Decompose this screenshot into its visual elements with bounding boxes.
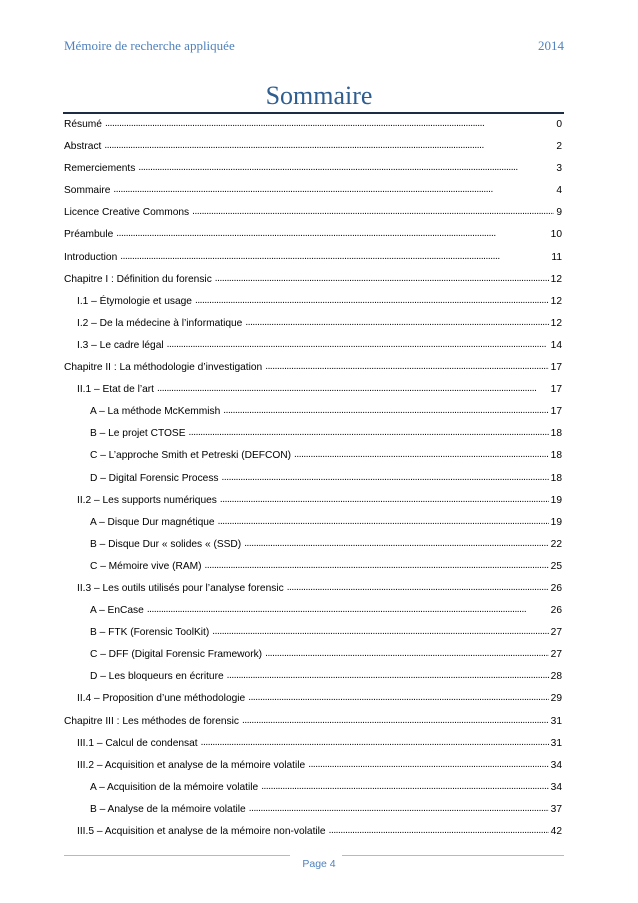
toc-entry-page: 19 bbox=[550, 516, 562, 528]
toc-dot-leader bbox=[205, 556, 549, 578]
toc-entry-label: A – Acquisition de la mémoire volatile bbox=[90, 781, 259, 793]
toc-entry[interactable] bbox=[64, 114, 562, 136]
toc-dot-leader bbox=[265, 644, 549, 666]
toc-entry-page: 29 bbox=[550, 693, 562, 705]
toc-dot-leader bbox=[215, 269, 549, 291]
toc-entry[interactable] bbox=[64, 733, 562, 755]
toc-dot-leader bbox=[167, 335, 549, 357]
toc-entry-label: Chapitre III : Les méthodes de forensic bbox=[64, 715, 239, 727]
toc-entry-label: Préambule bbox=[64, 229, 114, 241]
toc-dot-leader bbox=[104, 136, 554, 158]
toc-entry-page: 37 bbox=[550, 803, 562, 815]
toc-entry-page: 19 bbox=[550, 494, 562, 506]
toc-entry-label: II.3 – Les outils utilisés pour l’analyse forensic bbox=[77, 582, 284, 594]
toc-entry-page: 22 bbox=[550, 538, 562, 550]
toc-entry-label: III.1 – Calcul de condensat bbox=[77, 737, 198, 749]
toc-entry-label: B – Le projet CTOSE bbox=[90, 428, 186, 440]
page-title: Sommaire bbox=[265, 81, 373, 110]
toc-entry-label: III.5 – Acquisition et analyse de la mémoire non-volatile bbox=[77, 826, 326, 837]
toc-entry[interactable] bbox=[64, 247, 562, 269]
toc-entry[interactable] bbox=[64, 821, 562, 843]
toc-entry-page: 0 bbox=[556, 119, 562, 130]
toc-dot-leader bbox=[189, 423, 549, 445]
toc-dot-leader bbox=[220, 490, 549, 512]
toc-entry-page: 34 bbox=[550, 759, 562, 771]
toc-dot-leader bbox=[157, 379, 549, 401]
toc-entry[interactable] bbox=[64, 313, 562, 335]
toc-entry-page: 9 bbox=[556, 207, 562, 219]
toc-entry-page: 26 bbox=[550, 605, 562, 617]
toc-dot-leader bbox=[244, 534, 548, 556]
toc-dot-leader bbox=[201, 733, 549, 755]
toc-entry-page: 12 bbox=[550, 317, 562, 329]
toc-entry-page: 17 bbox=[550, 406, 562, 418]
toc-dot-leader bbox=[242, 711, 549, 733]
toc-entry-page: 18 bbox=[550, 450, 562, 462]
toc-entry[interactable] bbox=[64, 379, 562, 401]
toc-dot-leader bbox=[248, 688, 548, 710]
toc-entry-label: II.2 – Les supports numériques bbox=[77, 494, 217, 506]
toc-entry-label: Abstract bbox=[64, 141, 102, 153]
toc-entry-page: 18 bbox=[550, 472, 562, 484]
toc-entry-page: 2 bbox=[556, 141, 562, 153]
toc-dot-leader bbox=[147, 600, 549, 622]
toc-entry-label: D – Digital Forensic Process bbox=[90, 472, 219, 484]
toc-entry[interactable] bbox=[64, 512, 562, 534]
toc-dot-leader bbox=[212, 622, 548, 644]
toc-entry-page: 42 bbox=[550, 826, 562, 837]
toc-dot-leader bbox=[105, 114, 554, 136]
toc-entry-page: 17 bbox=[550, 362, 562, 374]
toc-entry-label: C – L’approche Smith et Petreski (DEFCON) bbox=[90, 450, 291, 462]
toc-entry[interactable] bbox=[64, 445, 562, 467]
toc-entry-label: A – Disque Dur magnétique bbox=[90, 516, 215, 528]
toc-entry[interactable] bbox=[64, 269, 562, 291]
toc-entry[interactable] bbox=[64, 711, 562, 733]
toc-entry[interactable] bbox=[64, 423, 562, 445]
toc-dot-leader bbox=[223, 401, 548, 423]
toc-dot-leader bbox=[261, 777, 548, 799]
toc-entry[interactable] bbox=[64, 401, 562, 423]
toc-entry-page: 11 bbox=[551, 251, 562, 263]
toc-entry[interactable] bbox=[64, 357, 562, 379]
toc-dot-leader bbox=[265, 357, 548, 379]
toc-entry[interactable] bbox=[64, 490, 562, 512]
toc-entry-label: II.1 – Etat de l’art bbox=[77, 384, 155, 396]
toc-entry[interactable] bbox=[64, 799, 562, 821]
toc-entry[interactable] bbox=[64, 688, 562, 710]
toc-entry-label: D – Les bloqueurs en écriture bbox=[90, 671, 224, 683]
toc-entry[interactable] bbox=[64, 755, 562, 777]
toc-entry[interactable] bbox=[64, 644, 562, 666]
toc-entry[interactable] bbox=[64, 578, 562, 600]
footer-rule-right bbox=[342, 855, 564, 856]
toc-entry-label: C – DFF (Digital Forensic Framework) bbox=[90, 649, 263, 661]
toc-dot-leader bbox=[192, 202, 554, 224]
toc-entry-label: I.2 – De la médecine à l’informatique bbox=[77, 317, 243, 329]
toc-entry-page: 31 bbox=[550, 715, 562, 727]
toc-dot-leader bbox=[113, 180, 554, 202]
toc-entry[interactable] bbox=[64, 777, 562, 799]
toc-entry-label: A – EnCase bbox=[90, 605, 144, 617]
toc-entry-page: 4 bbox=[556, 185, 562, 197]
toc-entry[interactable] bbox=[64, 180, 562, 202]
toc-entry-page: 12 bbox=[550, 295, 562, 307]
toc-dot-leader bbox=[120, 247, 549, 269]
toc-dot-leader bbox=[287, 578, 549, 600]
toc-entry-label: Remerciements bbox=[64, 163, 136, 175]
toc-entry-page: 27 bbox=[550, 627, 562, 639]
toc-entry-label: Chapitre I : Définition du forensic bbox=[64, 273, 212, 285]
toc-entry-label: I.3 – Le cadre légal bbox=[77, 339, 164, 351]
toc-entry[interactable] bbox=[64, 600, 562, 622]
toc-entry-page: 3 bbox=[556, 163, 562, 175]
toc-entry-label: B – FTK (Forensic ToolKit) bbox=[90, 627, 210, 639]
toc-entry[interactable] bbox=[64, 534, 562, 556]
toc-dot-leader bbox=[218, 512, 549, 534]
toc-entry-label: Résumé bbox=[64, 119, 102, 130]
toc-entry-label: Sommaire bbox=[64, 185, 111, 197]
toc-entry-label: A – La méthode McKemmish bbox=[90, 406, 221, 418]
toc-entry[interactable] bbox=[64, 224, 562, 246]
table-of-contents bbox=[64, 114, 562, 843]
toc-entry[interactable] bbox=[64, 622, 562, 644]
toc-dot-leader bbox=[227, 666, 549, 688]
toc-entry[interactable] bbox=[64, 136, 562, 158]
toc-entry-page: 31 bbox=[550, 737, 562, 749]
toc-entry[interactable] bbox=[64, 335, 562, 357]
header-year: 2014 bbox=[538, 38, 564, 53]
toc-entry-page: 27 bbox=[550, 649, 562, 661]
toc-entry-page: 25 bbox=[550, 560, 562, 572]
toc-entry-label: B – Analyse de la mémoire volatile bbox=[90, 803, 246, 815]
toc-dot-leader bbox=[249, 799, 549, 821]
toc-dot-leader bbox=[138, 158, 554, 180]
toc-entry[interactable] bbox=[64, 468, 562, 490]
toc-entry-page: 18 bbox=[550, 428, 562, 440]
toc-dot-leader bbox=[116, 224, 548, 246]
running-header bbox=[64, 38, 564, 54]
toc-entry-page: 14 bbox=[550, 339, 562, 351]
toc-dot-leader bbox=[329, 821, 549, 843]
toc-entry-label: II.4 – Proposition d’une méthodologie bbox=[77, 693, 246, 705]
toc-entry[interactable] bbox=[64, 666, 562, 688]
toc-entry-label: C – Mémoire vive (RAM) bbox=[90, 560, 202, 572]
toc-entry-page: 17 bbox=[550, 384, 562, 396]
toc-entry-page: 34 bbox=[550, 781, 562, 793]
toc-entry-label: Licence Creative Commons bbox=[64, 207, 190, 219]
toc-entry-page: 26 bbox=[550, 582, 562, 594]
toc-entry-label: Chapitre II : La méthodologie d’investigation bbox=[64, 362, 263, 374]
toc-entry-label: III.2 – Acquisition et analyse de la mémoire volatile bbox=[77, 759, 306, 771]
toc-entry-label: I.1 – Étymologie et usage bbox=[77, 295, 192, 307]
toc-dot-leader bbox=[308, 755, 548, 777]
toc-entry-label: B – Disque Dur « solides « (SSD) bbox=[90, 538, 242, 550]
toc-entry-label: Introduction bbox=[64, 251, 118, 263]
toc-dot-leader bbox=[195, 291, 549, 313]
toc-entry[interactable] bbox=[64, 158, 562, 180]
toc-entry[interactable] bbox=[64, 291, 562, 313]
toc-dot-leader bbox=[222, 468, 549, 490]
page-number: Page 4 bbox=[302, 858, 336, 870]
toc-dot-leader bbox=[245, 313, 548, 335]
toc-dot-leader bbox=[294, 445, 549, 467]
toc-entry[interactable] bbox=[64, 202, 562, 224]
toc-entry-page: 28 bbox=[550, 671, 562, 683]
toc-entry[interactable] bbox=[64, 556, 562, 578]
toc-entry-page: 10 bbox=[550, 229, 562, 241]
header-title: Mémoire de recherche appliquée bbox=[64, 38, 235, 53]
toc-entry-page: 12 bbox=[550, 273, 562, 285]
footer-rule-left bbox=[64, 855, 290, 856]
